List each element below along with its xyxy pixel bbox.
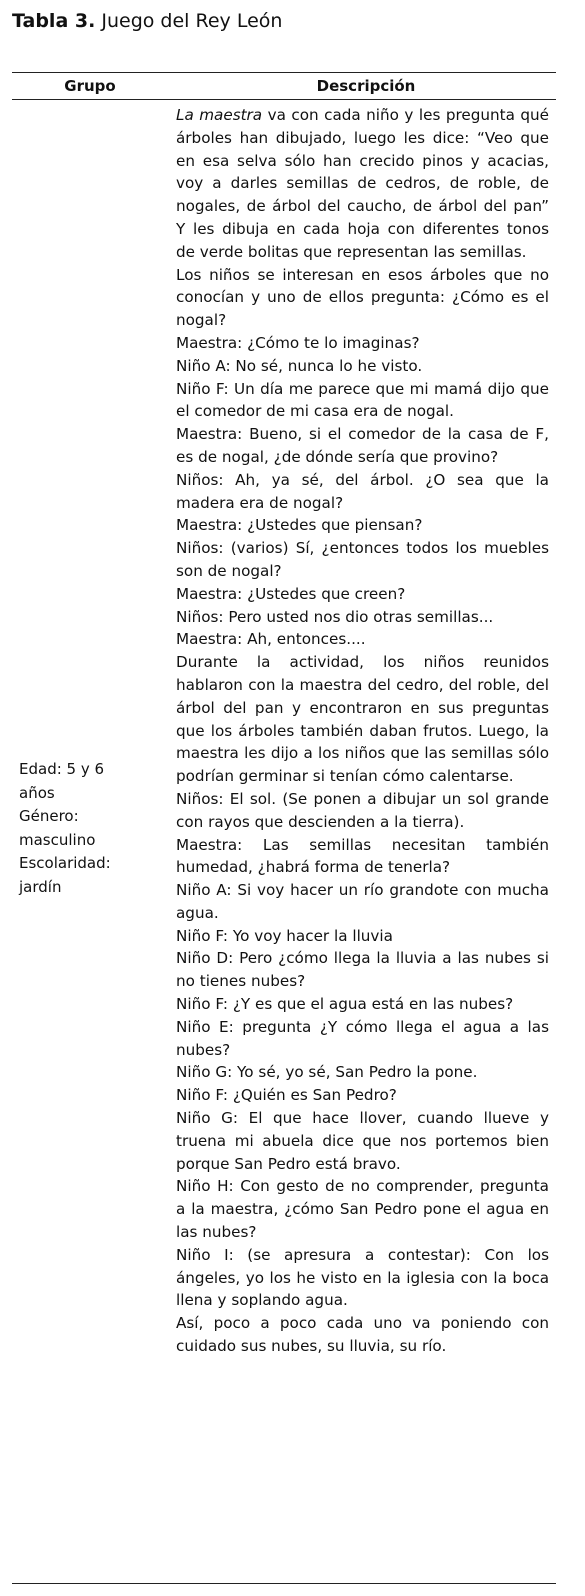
descripcion-paragraph: Durante la actividad, los niños reunidos hablaron con la maestra del cedro, del roble, del árbol del pan y encontraron en sus preguntas que los árboles también daban frutos. Luego, la maestra les dijo a los niños que las semillas sólo podrían germinar si tenían cómo calentarse. (176, 653, 549, 786)
descripcion-paragraph: Así, poco a poco cada uno va poniendo con cuidado sus nubes, su lluvia, su río. (176, 1314, 549, 1356)
descripcion-paragraph: Niño G: El que hace llover, cuando llueve y truena mi abuela dice que nos portemos bien porque San Pedro está bravo. (176, 1109, 549, 1173)
grupo-line: jardín (19, 877, 62, 896)
descripcion-paragraph: Niños: El sol. (Se ponen a dibujar un sol grande con rayos que descienden a la tierra). (176, 789, 549, 831)
descripcion-paragraph: Niños: Ah, ya sé, del árbol. ¿O sea que la madera era de nogal? (176, 470, 549, 512)
descripcion-paragraph: Niño D: Pero ¿cómo llega la lluvia a las nubes si no tienes nubes? (176, 949, 549, 991)
descripcion-paragraph: Niño F: Un día me parece que mi mamá dijo que el comedor de mi casa era de nogal. (176, 379, 549, 421)
descripcion-paragraph: Maestra: Las semillas necesitan también humedad, ¿habrá forma de tenerla? (176, 835, 549, 877)
descripcion-paragraph: Niños: Pero usted nos dio otras semillas... (176, 607, 494, 626)
descripcion-paragraph: Maestra: Bueno, si el comedor de la casa de F, es de nogal, ¿de dónde sería que provino? (176, 425, 549, 466)
descripcion-paragraph: Niño G: Yo sé, yo sé, San Pedro la pone. (176, 1063, 478, 1082)
emphasis-text: La maestra (176, 106, 263, 124)
descripcion-paragraph: Maestra: ¿Cómo te lo imaginas? (176, 333, 420, 352)
top-rule (12, 72, 556, 73)
descripcion-paragraph: Niño A: No sé, nunca lo he visto. (176, 356, 423, 375)
descripcion-paragraph: Niño A: Si voy hacer un río grandote con mucha agua. (176, 881, 549, 922)
column-header-descripcion: Descripción (316, 77, 416, 95)
descripcion-paragraph: Niño I: (se apresura a contestar): Con los ángeles, yo los he visto en la iglesia con la boca llena y soplando agua. (176, 1245, 549, 1310)
descripcion-paragraph: Niño F: Yo voy hacer la lluvia (176, 926, 393, 945)
bottom-rule (12, 1583, 556, 1584)
grupo-line: masculino (19, 830, 96, 849)
descripcion-paragraph: Maestra: ¿Ustedes que creen? (176, 584, 406, 603)
paragraph-text: va con cada niño y les pregunta qué árboles han dibujado, luego les dice: “Veo que en esa selva sólo han crecido pinos y acacias, voy a darles semillas de cedros, de roble, de nogales, de árbol del caucho, de árbol del pan” Y les dibuja en cada hoja con diferentes tonos de verde bolitas que representan las semillas. (176, 106, 549, 261)
grupo-line: Edad: 5 y 6 (19, 760, 105, 778)
descripcion-paragraph: Niño H: Con gesto de no comprender, pregunta a la maestra, ¿cómo San Pedro pone el agua en las nubes? (176, 1177, 549, 1242)
grupo-line: años (19, 783, 55, 802)
header-rule (12, 99, 556, 100)
grupo-line: Género: (19, 807, 79, 825)
table-number: Tabla 3. (12, 10, 96, 32)
table-caption: Juego del Rey León (101, 10, 283, 32)
descripcion-paragraph: Niños: (varios) Sí, ¿entonces todos los muebles son de nogal? (176, 539, 549, 580)
descripcion-cell (176, 104, 549, 1358)
table-title (12, 6, 282, 36)
descripcion-paragraph: Los niños se interesan en esos árboles que no conocían y uno de ellos pregunta: ¿Cómo es el nogal? (176, 265, 549, 330)
column-header-grupo: Grupo (64, 77, 116, 95)
grupo-line: Escolaridad: (19, 854, 111, 872)
grupo-cell (19, 758, 169, 899)
descripcion-paragraph: Niño F: ¿Quién es San Pedro? (176, 1086, 397, 1105)
descripcion-paragraph: Maestra: ¿Ustedes que piensan? (176, 516, 423, 535)
descripcion-paragraph: Maestra: Ah, entonces.... (176, 630, 366, 649)
descripcion-paragraph: Niño F: ¿Y es que el agua está en las nubes? (176, 995, 514, 1014)
descripcion-paragraph (176, 104, 549, 264)
descripcion-paragraph: Niño E: pregunta ¿Y cómo llega el agua a las nubes? (176, 1017, 549, 1059)
